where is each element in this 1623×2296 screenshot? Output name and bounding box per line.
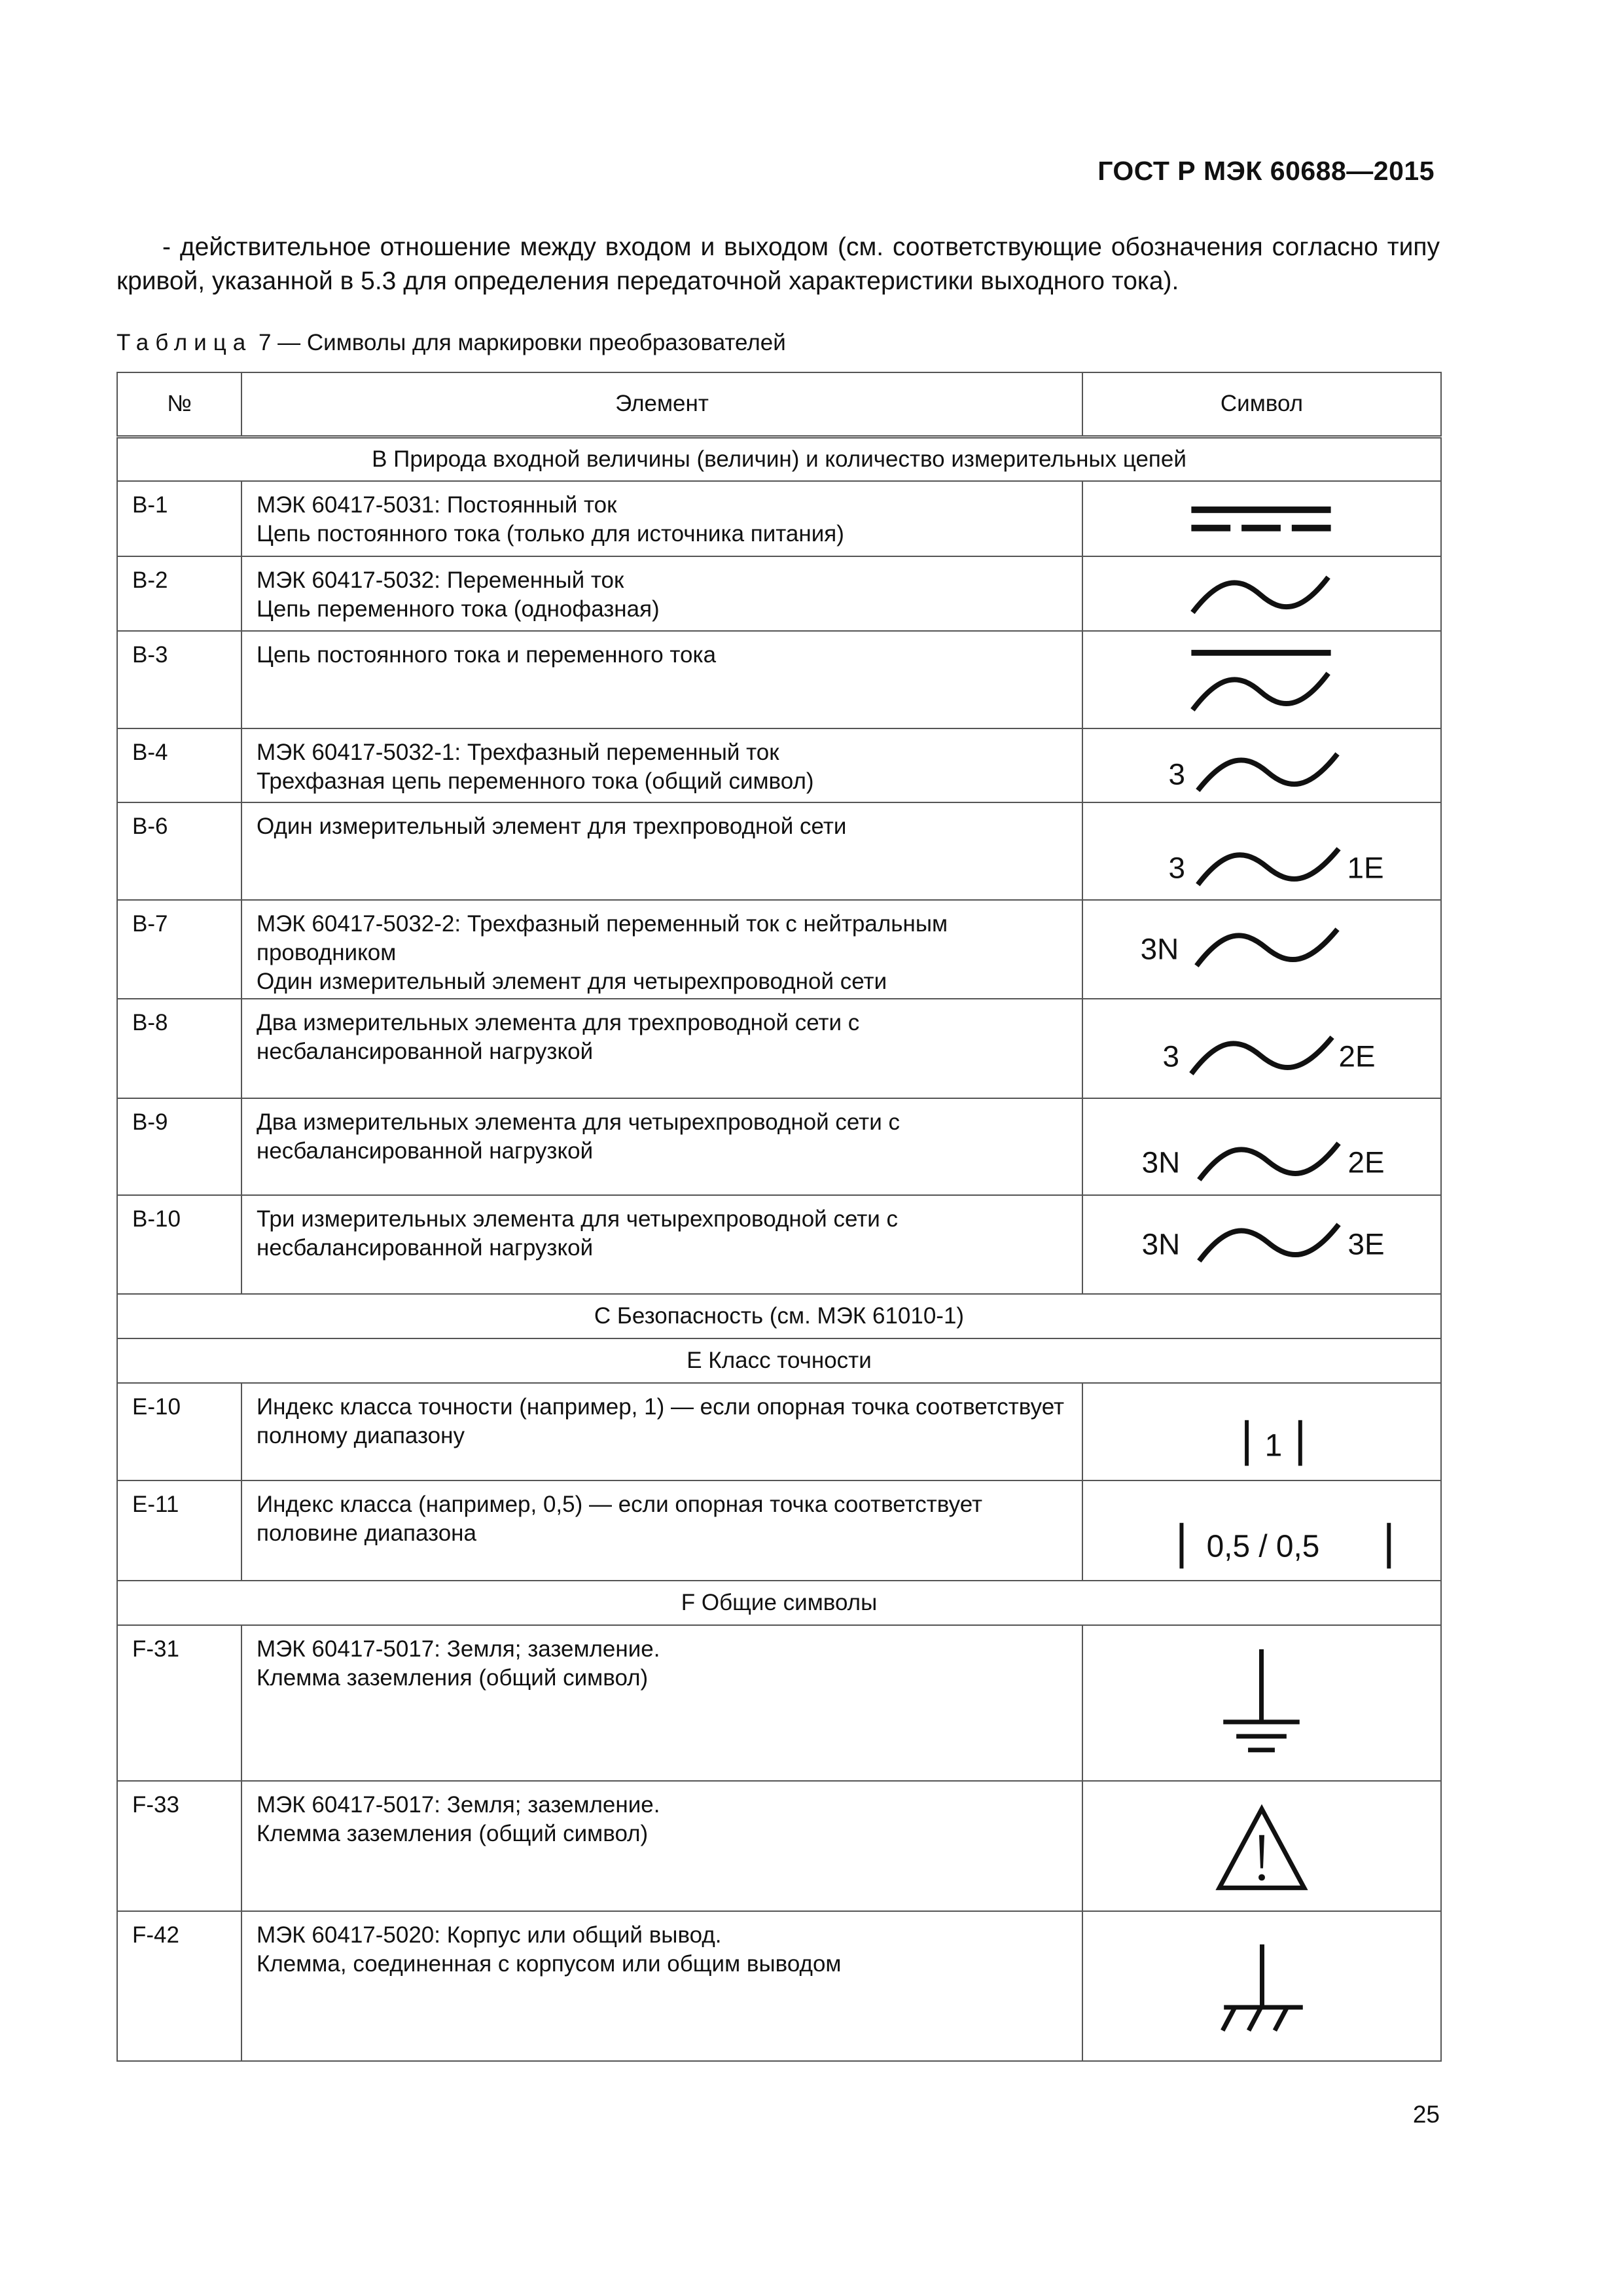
row-symbol: [1082, 1383, 1441, 1480]
phase-count-label: 3N: [1141, 1145, 1181, 1179]
phase-count-label: 3: [1162, 1039, 1180, 1073]
marking-symbols-table: [116, 372, 1442, 2062]
element-count-label: 3E: [1347, 1227, 1385, 1261]
row-element-line1: Один измерительный элемент для трехпроводной сети: [257, 814, 847, 840]
table-row: [117, 728, 1441, 803]
row-element: [241, 556, 1082, 632]
row-number: B-2: [117, 556, 241, 632]
row-symbol: [1082, 1480, 1441, 1581]
row-element: [241, 1781, 1082, 1910]
row-symbol: [1082, 481, 1441, 556]
accuracy-class-value: 0,5 / 0,5: [1206, 1529, 1320, 1564]
table-caption-label: Таблица: [116, 330, 253, 355]
ac-dc-current-icon: [1083, 632, 1440, 727]
earth-ground-icon: [1083, 1626, 1440, 1780]
row-number: B-6: [117, 802, 241, 899]
three-phase-ac-icon: [1083, 803, 1440, 899]
header-number: №: [117, 372, 241, 437]
row-element-line2: Трехфазная цепь переменного тока (общий символ): [257, 768, 814, 794]
section-title-f: F Общие символы: [117, 1581, 1441, 1625]
row-element: [241, 1480, 1082, 1581]
table-row: [117, 556, 1441, 632]
table-row: [117, 1098, 1441, 1195]
row-element-line2: Клемма, соединенная с корпусом или общим выводом: [257, 1950, 842, 1977]
row-number: E-11: [117, 1480, 241, 1581]
ac-current-icon: [1083, 557, 1440, 631]
table-row: [117, 802, 1441, 899]
row-element-line2: Один измерительный элемент для четырехпроводной сети: [257, 968, 887, 994]
row-element: [241, 802, 1082, 899]
row-number: F-42: [117, 1911, 241, 2061]
row-number: B-9: [117, 1098, 241, 1195]
row-element-line1: Индекс класса точности (например, 1) — если опорная точка соответствует полному диапазону: [257, 1394, 1065, 1449]
row-number: B-8: [117, 999, 241, 1098]
row-element-line1: Два измерительных элемента для трехпроводной сети с несбалансированной нагрузкой: [257, 1010, 860, 1065]
row-element-line1: Индекс класса (например, 0,5) — если опорная точка соответствует половине диапазона: [257, 1491, 983, 1546]
dc-current-icon: [1083, 482, 1440, 556]
row-symbol: [1082, 999, 1441, 1098]
row-element-line2: Клемма заземления (общий символ): [257, 1665, 649, 1691]
row-symbol: [1082, 802, 1441, 899]
table-row: [117, 999, 1441, 1098]
row-symbol: [1082, 556, 1441, 632]
row-element: [241, 900, 1082, 999]
element-count-label: 1E: [1347, 851, 1384, 885]
three-phase-ac-icon: [1083, 999, 1440, 1097]
row-element: [241, 728, 1082, 803]
phase-count-label: 3N: [1140, 932, 1179, 966]
phase-count-label: 3: [1168, 757, 1186, 791]
row-element-line1: МЭК 60417-5031: Постоянный ток: [257, 492, 617, 518]
row-number: B-1: [117, 481, 241, 556]
section-row-b: [117, 437, 1441, 481]
row-element: [241, 1625, 1082, 1781]
element-count-label: 2E: [1338, 1039, 1376, 1073]
table-row: [117, 1195, 1441, 1294]
row-element: [241, 1911, 1082, 2061]
row-element-line1: МЭК 60417-5032: Переменный ток: [257, 567, 624, 593]
row-element: [241, 631, 1082, 728]
row-element: [241, 999, 1082, 1098]
section-title-e: E Класс точности: [117, 1338, 1441, 1383]
standard-header: ГОСТ Р МЭК 60688—2015: [1097, 156, 1435, 186]
row-number: B-3: [117, 631, 241, 728]
row-element-line1: МЭК 60417-5032-2: Трехфазный переменный ток с нейтральным проводником: [257, 910, 948, 965]
three-phase-neutral-ac-icon: [1083, 1196, 1440, 1293]
three-phase-neutral-ac-icon: [1083, 901, 1440, 998]
row-element: [241, 1383, 1082, 1480]
table-row: [117, 631, 1441, 728]
header-symbol: Символ: [1082, 372, 1441, 437]
section-title-c: C Безопасность (см. МЭК 61010-1): [117, 1294, 1441, 1338]
row-symbol: [1082, 728, 1441, 803]
chassis-ground-icon: [1083, 1912, 1440, 2060]
accuracy-class-icon: [1083, 1384, 1440, 1479]
row-element: [241, 1098, 1082, 1195]
row-symbol: [1082, 1911, 1441, 2061]
row-element: [241, 481, 1082, 556]
element-count-label: 2E: [1347, 1145, 1385, 1179]
section-row-c: [117, 1294, 1441, 1338]
row-symbol: [1082, 1625, 1441, 1781]
row-number: F-31: [117, 1625, 241, 1781]
row-element-line1: Цепь постоянного тока и переменного тока: [257, 642, 717, 668]
row-element-line1: МЭК 60417-5017: Земля; заземление.: [257, 1636, 660, 1662]
table-row: [117, 1383, 1441, 1480]
row-symbol: [1082, 1195, 1441, 1294]
table-row: [117, 1480, 1441, 1581]
row-element: [241, 1195, 1082, 1294]
table-row: [117, 1781, 1441, 1910]
row-number: F-33: [117, 1781, 241, 1910]
section-row-e: [117, 1338, 1441, 1383]
accuracy-class-value: 1: [1264, 1428, 1283, 1463]
section-title-b: B Природа входной величины (величин) и количество измерительных цепей: [117, 437, 1441, 481]
section-row-f: [117, 1581, 1441, 1625]
row-element-line1: Три измерительных элемента для четырехпроводной сети с несбалансированной нагрузкой: [257, 1206, 899, 1261]
table-row: [117, 1625, 1441, 1781]
row-number: E-10: [117, 1383, 241, 1480]
warning-triangle-icon: [1083, 1782, 1440, 1910]
row-element-line1: МЭК 60417-5020: Корпус или общий вывод.: [257, 1922, 722, 1948]
row-element-line2: Цепь постоянного тока (только для источника питания): [257, 521, 844, 547]
table-row: [117, 481, 1441, 556]
page-number: 25: [1412, 2101, 1440, 2128]
table-row: [117, 1911, 1441, 2061]
row-number: B-7: [117, 900, 241, 999]
intro-paragraph: - действительное отношение между входом и выходом (см. соответствующие обозначения согласно типу кривой, указанной в 5.3 для определения передаточной характеристики выходного тока).: [116, 233, 1440, 295]
phase-count-label: 3: [1168, 851, 1186, 885]
row-element-line1: МЭК 60417-5017: Земля; заземление.: [257, 1792, 660, 1818]
row-symbol: [1082, 1781, 1441, 1910]
phase-count-label: 3N: [1141, 1227, 1181, 1261]
row-symbol: [1082, 631, 1441, 728]
three-phase-neutral-ac-icon: [1083, 1099, 1440, 1194]
row-element-line1: МЭК 60417-5032-1: Трехфазный переменный ток: [257, 739, 779, 765]
row-element-line2: Клемма заземления (общий символ): [257, 1821, 649, 1847]
row-symbol: [1082, 900, 1441, 999]
row-number: B-4: [117, 728, 241, 803]
table-header-row: [117, 372, 1441, 437]
three-phase-ac-icon: [1083, 729, 1440, 802]
row-element-line1: Два измерительных элемента для четырехпроводной сети с несбалансированной нагрузкой: [257, 1109, 900, 1164]
row-element-line2: Цепь переменного тока (однофазная): [257, 596, 660, 622]
row-symbol: [1082, 1098, 1441, 1195]
row-number: B-10: [117, 1195, 241, 1294]
header-element: Элемент: [241, 372, 1082, 437]
table-row: [117, 900, 1441, 999]
accuracy-class-half-icon: [1083, 1481, 1440, 1580]
table-caption: [116, 330, 786, 356]
table-caption-text: 7 — Символы для маркировки преобразователей: [252, 330, 786, 355]
